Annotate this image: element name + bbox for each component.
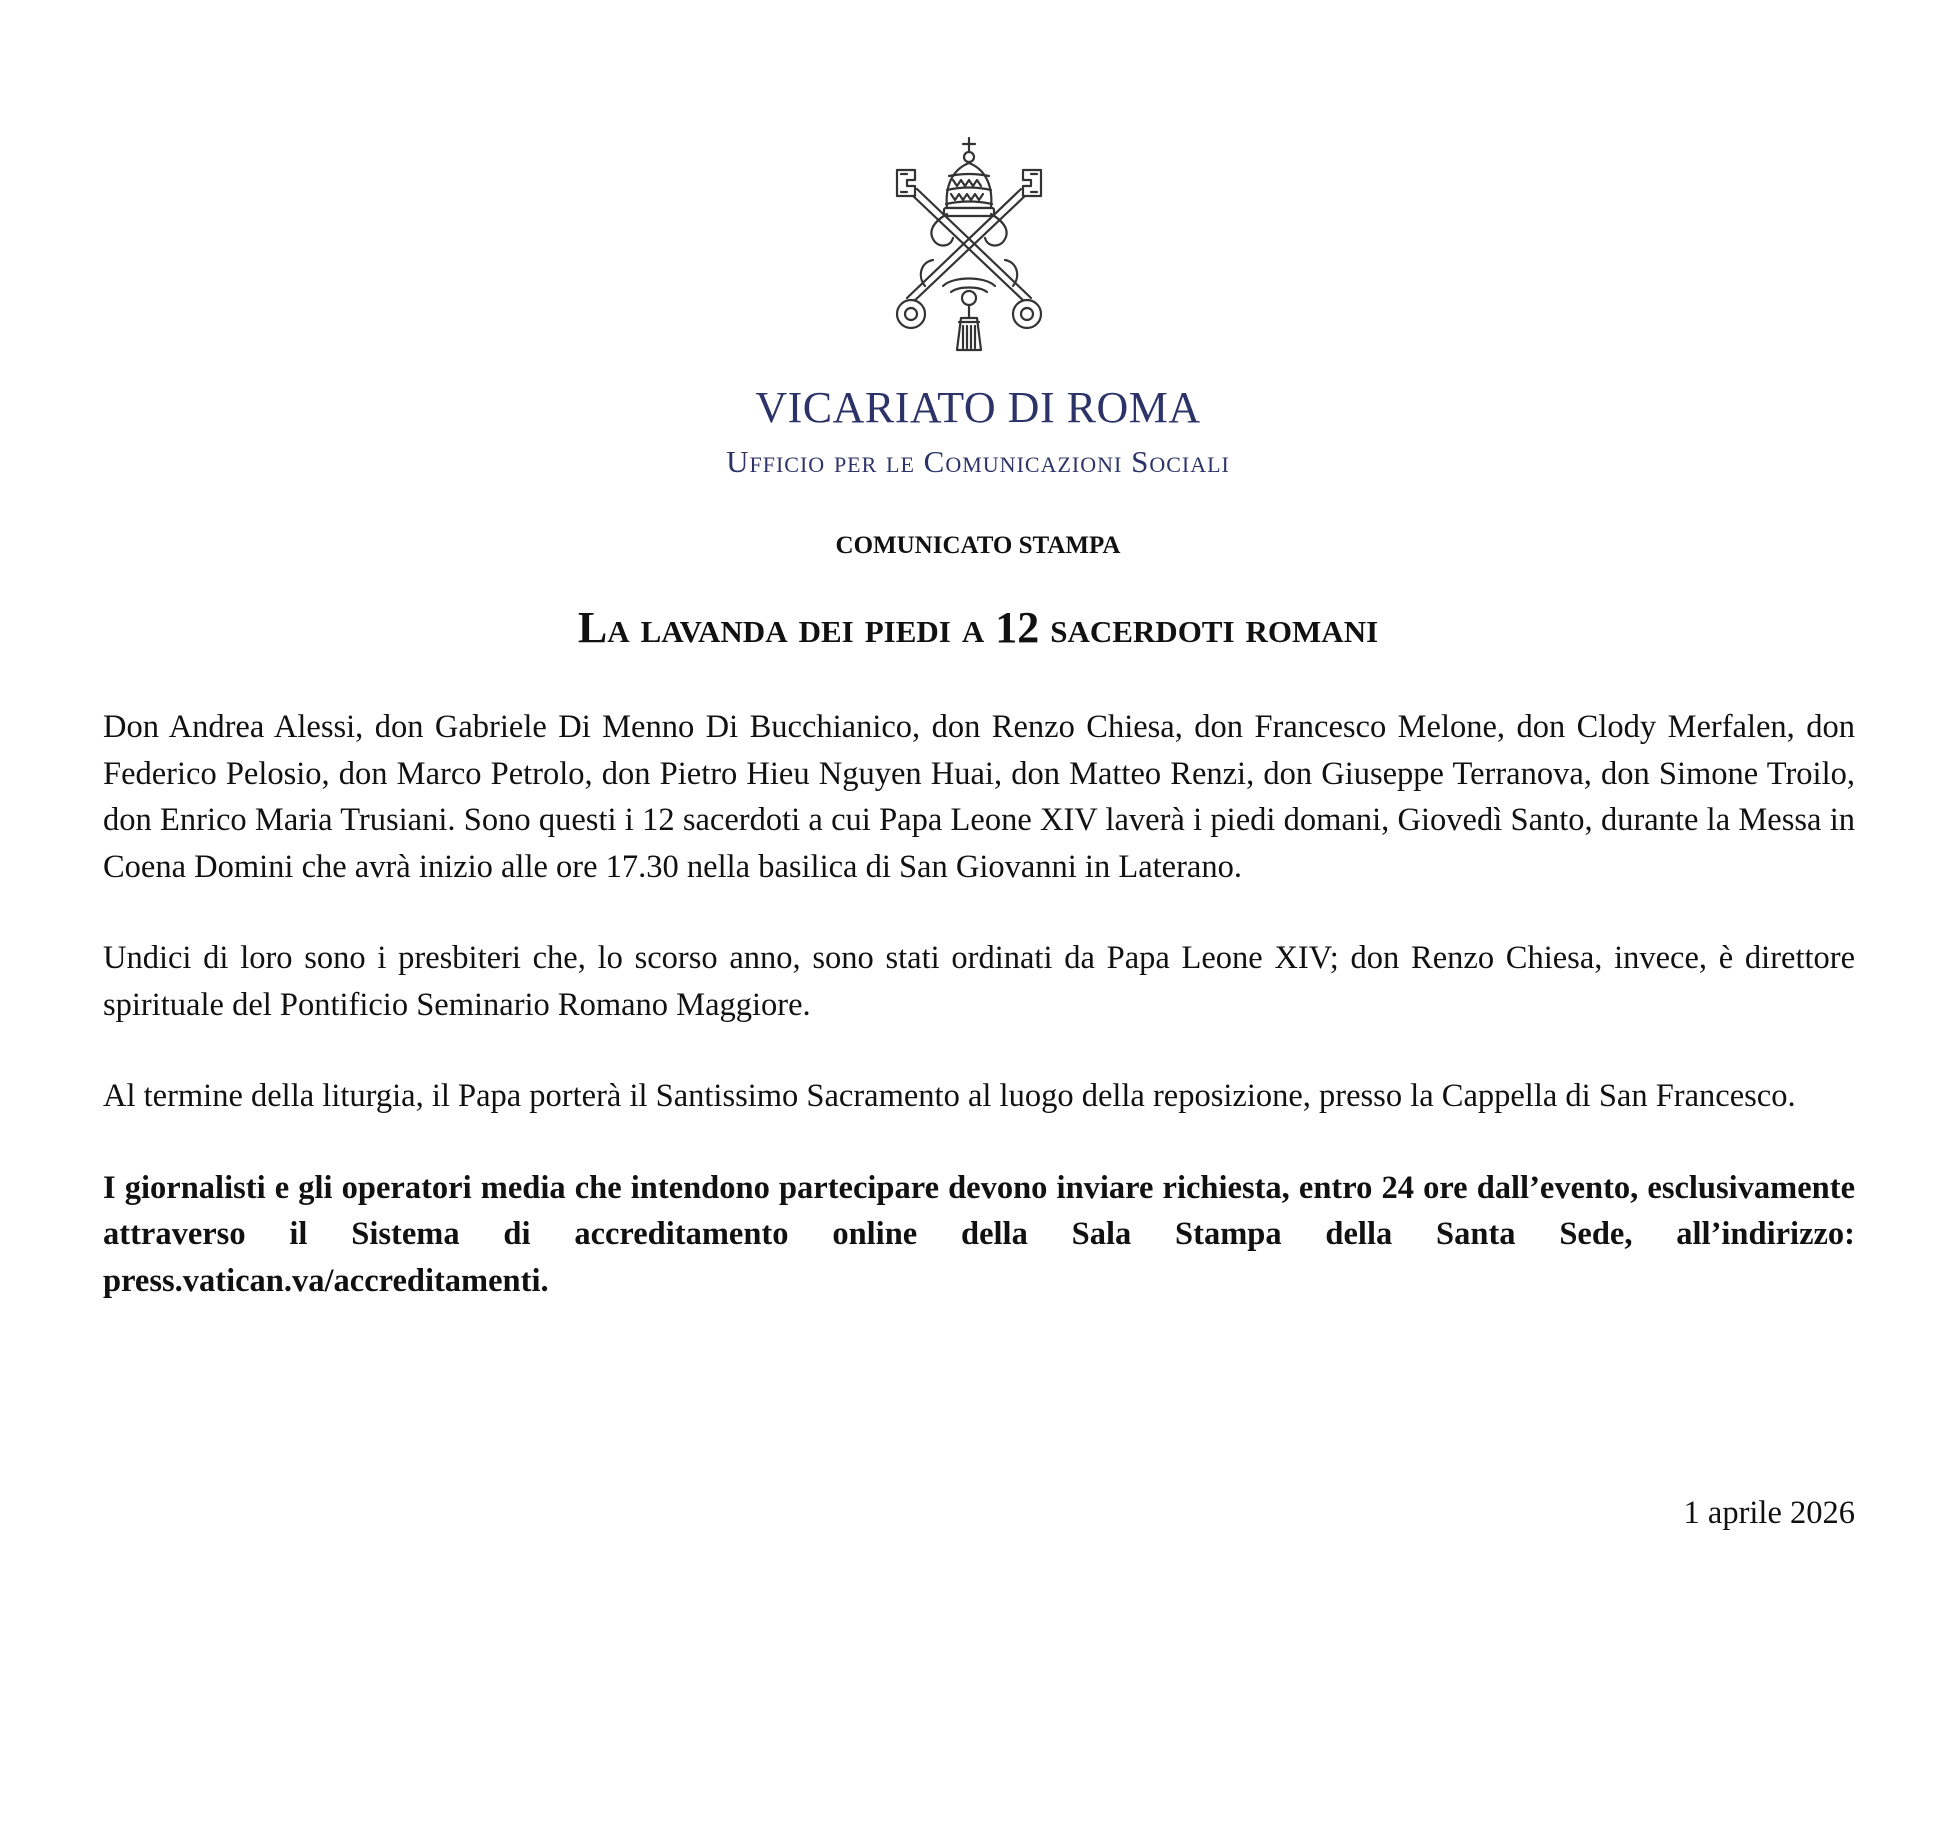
paragraph-priests-list: Don Andrea Alessi, don Gabriele Di Menno Di Bucchianico, don Renzo Chiesa, don Francesco Melone, don Clody Merfalen, don Federico Pelosio, don Marco Petrolo, don Pietro Hieu Nguyen Huai, don Matteo Renzi, don Giuseppe Terranova, don Simone Troilo, don Enrico Maria Trusiani. Sono questi i 12 sacerdoti a cui Papa Leone XIV laverà i piedi domani, Giovedì Santo, durante la Messa in Coena Domini che avrà inizio alle ore 17.30 nella basilica di San Giovanni in Laterano. [103,709,1855,885]
org-title: VICARIATO DI ROMA [755,383,1201,432]
document-label: COMUNICATO STAMPA [835,532,1121,559]
org-subtitle: Ufficio per le Comunicazioni Sociali [726,444,1230,479]
papal-keys-tiara-emblem-icon [881,136,1057,358]
paragraph-accreditation: I giornalisti e gli operatori media che intendono partecipare devono inviare richiesta, entro 24 ore dall’evento, esclusivamente attraverso il Sistema di accreditamento online della Sala Stampa della Santa Sede, all’indirizzo: press.vatican.va/accreditamenti. [103,1169,1855,1299]
headline: La lavanda dei piedi a 12 sacerdoti romani [577,603,1379,652]
document-date: 1 aprile 2026 [1683,1495,1855,1531]
body-text [103,704,1855,1349]
paragraph-ordination: Undici di loro sono i presbiteri che, lo scorso anno, sono stati ordinati da Papa Leone XIV; don Renzo Chiesa, invece, è direttore spirituale del Pontificio Seminario Romano Maggiore. [103,940,1855,1023]
paragraph-reposition: Al termine della liturgia, il Papa porterà il Santissimo Sacramento al luogo della reposizione, presso la Cappella di San Francesco. [103,1078,1796,1114]
